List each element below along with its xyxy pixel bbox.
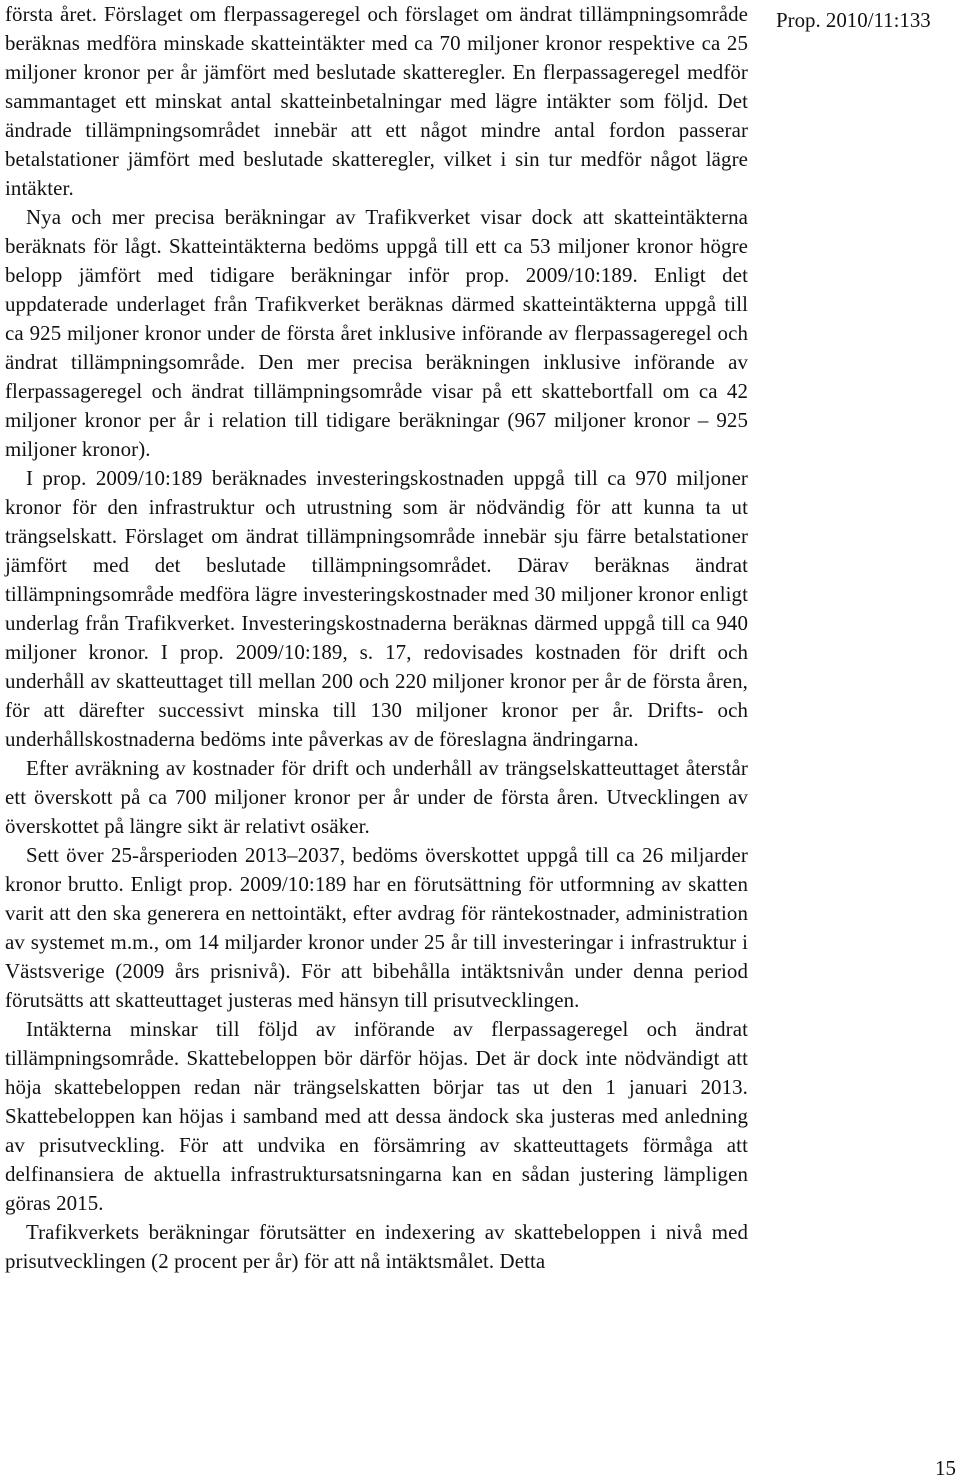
paragraph: Efter avräkning av kostnader för drift och underhåll av trängselskatteuttaget återstår ett överskott på ca 700 miljoner kronor per år under de första åren. Utvecklingen av överskottet på längre sikt är relativt osäker. [5, 756, 748, 838]
body-text [5, 0, 748, 1276]
paragraph: Intäkterna minskar till följd av införande av flerpassageregel och ändrat tillämpningsområde. Skattebeloppen bör därför höjas. Det är dock inte nödvändigt att höja skattebeloppen redan när trängselskatten börjar tas ut den 1 januari 2013. Skattebeloppen kan höjas i samband med att dessa ändock ska justeras med anledning av prisutveckling. För att undvika en försämring av skatteuttagets förmåga att delfinansiera de aktuella infrastruktursatsningarna kan en sådan justering lämpligen göras 2015. [5, 1017, 748, 1215]
paragraph: första året. Förslaget om flerpassageregel och förslaget om ändrat tillämpningsområde beräknas medföra minskade skatteintäkter med ca 70 miljoner kronor respektive ca 25 miljoner kronor per år jämfört med beslutade skatteregler. En flerpassageregel medför sammantaget ett minskat antal skatteinbetalningar med lägre intäkter som följd. Det ändrade tillämpningsområdet innebär att ett något mindre antal fordon passerar betalstationer jämfört med beslutade skatteregler, vilket i sin tur medför något lägre intäkter. [5, 2, 748, 200]
proposition-reference: Prop. 2010/11:133 [776, 8, 931, 32]
paragraph: Trafikverkets beräkningar förutsätter en indexering av skattebeloppen i nivå med prisutvecklingen (2 procent per år) för att nå intäktsmålet. Detta [5, 1220, 748, 1273]
page-number: 15 [935, 1456, 956, 1480]
paragraph: Nya och mer precisa beräkningar av Trafikverket visar dock att skatteintäkterna beräknats för lågt. Skatteintäkterna bedöms uppgå till ett ca 53 miljoner kronor högre belopp jämfört med tidigare beräkningar inför prop. 2009/10:189. Enligt det uppdaterade underlaget från Trafikverket beräknas därmed skatteintäkterna uppgå till ca 925 miljoner kronor under de första året inklusive införande av flerpassageregel och ändrat tillämpningsområde. Den mer precisa beräkningen inklusive införande av flerpassageregel och ändrat tillämpningsområde visar på ett skattebortfall om ca 42 miljoner kronor per år i relation till tidigare beräkningar (967 miljoner kronor – 925 miljoner kronor). [5, 205, 748, 461]
paragraph: I prop. 2009/10:189 beräknades investeringskostnaden uppgå till ca 970 miljoner kronor för den infrastruktur och utrustning som är nödvändig för att kunna ta ut trängselskatt. Förslaget om ändrat tillämpningsområde innebär sju färre betalstationer jämfört med det beslutade tillämpningsområdet. Därav beräknas ändrat tillämpningsområde medföra lägre investeringskostnader med 30 miljoner kronor enligt underlag från Trafikverket. Investeringskostnaderna beräknas därmed uppgå till ca 940 miljoner kronor. I prop. 2009/10:189, s. 17, redovisades kostnaden för drift och underhåll av skatteuttaget till mellan 200 och 220 miljoner kronor per år de första åren, för att därefter successivt minska till 130 miljoner kronor per år. Drifts- och underhållskostnaderna bedöms inte påverkas av de föreslagna ändringarna. [5, 466, 748, 751]
paragraph: Sett över 25-årsperioden 2013–2037, bedöms överskottet uppgå till ca 26 miljarder kronor brutto. Enligt prop. 2009/10:189 har en förutsättning för utformning av skatten varit att den ska generera en nettointäkt, efter avdrag för räntekostnader, administration av systemet m.m., om 14 miljarder kronor under 25 år till investeringar i infrastruktur i Västsverige (2009 års prisnivå). För att bibehålla intäktsnivån under denna period förutsätts att skatteuttaget justeras med hänsyn till prisutvecklingen. [5, 843, 748, 1012]
